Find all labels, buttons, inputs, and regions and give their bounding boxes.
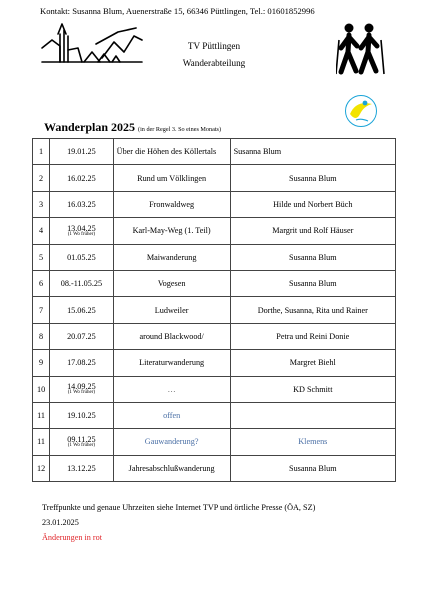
row-number: 11 bbox=[33, 402, 50, 428]
hike-date-cell bbox=[50, 244, 114, 270]
plan-title-note: (in der Regel 3. So eines Monats) bbox=[138, 126, 222, 133]
hike-leader: Margret Biehl bbox=[230, 350, 395, 376]
hike-date: 19.01.25 bbox=[67, 147, 96, 157]
hikers-icon bbox=[336, 22, 386, 76]
hike-date-cell bbox=[50, 297, 114, 323]
hike-date: 13.12.25 bbox=[67, 463, 96, 473]
hike-route: Rund um Völklingen bbox=[113, 165, 230, 191]
hike-date-note: (1 Wo früher) bbox=[67, 442, 96, 448]
table-row bbox=[33, 350, 396, 376]
club-name: TV Püttlingen bbox=[187, 41, 241, 51]
hike-date-note: (1 Wo früher) bbox=[67, 390, 96, 396]
hiking-plan-table bbox=[32, 138, 396, 482]
hike-date: 16.03.25 bbox=[67, 199, 96, 209]
hike-leader: Petra und Reini Donie bbox=[230, 323, 395, 349]
hike-date-note: (1 Wo früher) bbox=[67, 231, 96, 237]
hike-route: Ludweiler bbox=[113, 297, 230, 323]
hike-date: 08.-11.05.25 bbox=[60, 279, 103, 289]
hike-date-cell bbox=[50, 429, 114, 455]
row-number: 10 bbox=[33, 376, 50, 402]
department-name: Wanderabteilung bbox=[182, 58, 246, 68]
hike-date: 13.04.25 bbox=[67, 223, 96, 233]
row-number: 1 bbox=[33, 139, 50, 165]
hike-leader: Susanna Blum bbox=[230, 165, 395, 191]
hike-date-cell bbox=[50, 139, 114, 165]
hike-leader: Margrit und Rolf Häuser bbox=[230, 218, 395, 244]
table-row bbox=[33, 376, 396, 402]
table-row bbox=[33, 244, 396, 270]
row-number: 9 bbox=[33, 350, 50, 376]
hike-leader bbox=[230, 402, 395, 428]
hike-date: 14.09.25 bbox=[67, 382, 96, 392]
hike-leader: Susanna Blum bbox=[230, 270, 395, 296]
row-number: 3 bbox=[33, 191, 50, 217]
hike-date-cell bbox=[50, 218, 114, 244]
hike-route: Vogesen bbox=[113, 270, 230, 296]
table-row bbox=[33, 139, 396, 165]
hike-date: 17.08.25 bbox=[67, 358, 96, 368]
hike-date-cell bbox=[50, 350, 114, 376]
sport-badge-icon bbox=[344, 94, 378, 128]
hike-route: Gauwanderung? bbox=[113, 429, 230, 455]
meeting-info-note: Treffpunkte und genaue Uhrzeiten siehe Internet TVP und örtliche Presse (ÖA, SZ) bbox=[42, 503, 316, 512]
table-row bbox=[33, 270, 396, 296]
puettlingen-skyline-icon bbox=[38, 22, 144, 66]
hike-date-cell bbox=[50, 191, 114, 217]
hike-date: 16.02.25 bbox=[67, 173, 96, 183]
changes-legend: Änderungen in rot bbox=[42, 533, 103, 542]
hike-date: 01.05.25 bbox=[67, 252, 96, 262]
hike-leader: Susanna Blum bbox=[230, 455, 395, 481]
club-heading bbox=[170, 38, 258, 72]
row-number: 8 bbox=[33, 323, 50, 349]
hike-date-cell bbox=[50, 376, 114, 402]
hike-leader: Susanna Blum bbox=[230, 244, 395, 270]
hike-route: … bbox=[113, 376, 230, 402]
plan-title bbox=[44, 120, 221, 135]
row-number: 12 bbox=[33, 455, 50, 481]
hike-date: 20.07.25 bbox=[67, 331, 96, 341]
hike-date-cell bbox=[50, 323, 114, 349]
hike-route: Literaturwanderung bbox=[113, 350, 230, 376]
hike-date-cell bbox=[50, 402, 114, 428]
table-row bbox=[33, 191, 396, 217]
hike-leader: Susanna Blum bbox=[230, 139, 395, 165]
row-number: 11 bbox=[33, 429, 50, 455]
hike-date-cell bbox=[50, 455, 114, 481]
hike-route: around Blackwood/ bbox=[113, 323, 230, 349]
document-date: 23.01.2025 bbox=[42, 518, 79, 527]
table-row bbox=[33, 323, 396, 349]
hike-leader: Dorthe, Susanna, Rita und Rainer bbox=[230, 297, 395, 323]
row-number: 7 bbox=[33, 297, 50, 323]
hike-date-cell bbox=[50, 270, 114, 296]
hike-route: Über die Höhen des Köllertals bbox=[113, 139, 230, 165]
hike-date-cell bbox=[50, 165, 114, 191]
hike-route: Jahresabschlußwanderung bbox=[113, 455, 230, 481]
row-number: 5 bbox=[33, 244, 50, 270]
row-number: 6 bbox=[33, 270, 50, 296]
table-row bbox=[33, 297, 396, 323]
hike-route: offen bbox=[113, 402, 230, 428]
hike-date: 19.10.25 bbox=[67, 411, 96, 421]
contact-line: Kontakt: Susanna Blum, Auenerstraße 15, 66346 Püttlingen, Tel.: 01601852996 bbox=[40, 6, 315, 16]
hike-route: Fronwaldweg bbox=[113, 191, 230, 217]
row-number: 2 bbox=[33, 165, 50, 191]
table-row bbox=[33, 165, 396, 191]
hike-date: 09.11.25 bbox=[67, 434, 96, 444]
table-row bbox=[33, 218, 396, 244]
table-row bbox=[33, 402, 396, 428]
hike-date: 15.06.25 bbox=[67, 305, 96, 315]
table-row bbox=[33, 429, 396, 455]
hike-route: Maiwanderung bbox=[113, 244, 230, 270]
table-row bbox=[33, 455, 396, 481]
hike-leader: Hilde und Norbert Büch bbox=[230, 191, 395, 217]
hike-leader: KD Schmitt bbox=[230, 376, 395, 402]
plan-title-text: Wanderplan 2025 bbox=[44, 120, 136, 134]
hike-route: Karl-May-Weg (1. Teil) bbox=[113, 218, 230, 244]
hike-leader: Klemens bbox=[230, 429, 395, 455]
row-number: 4 bbox=[33, 218, 50, 244]
